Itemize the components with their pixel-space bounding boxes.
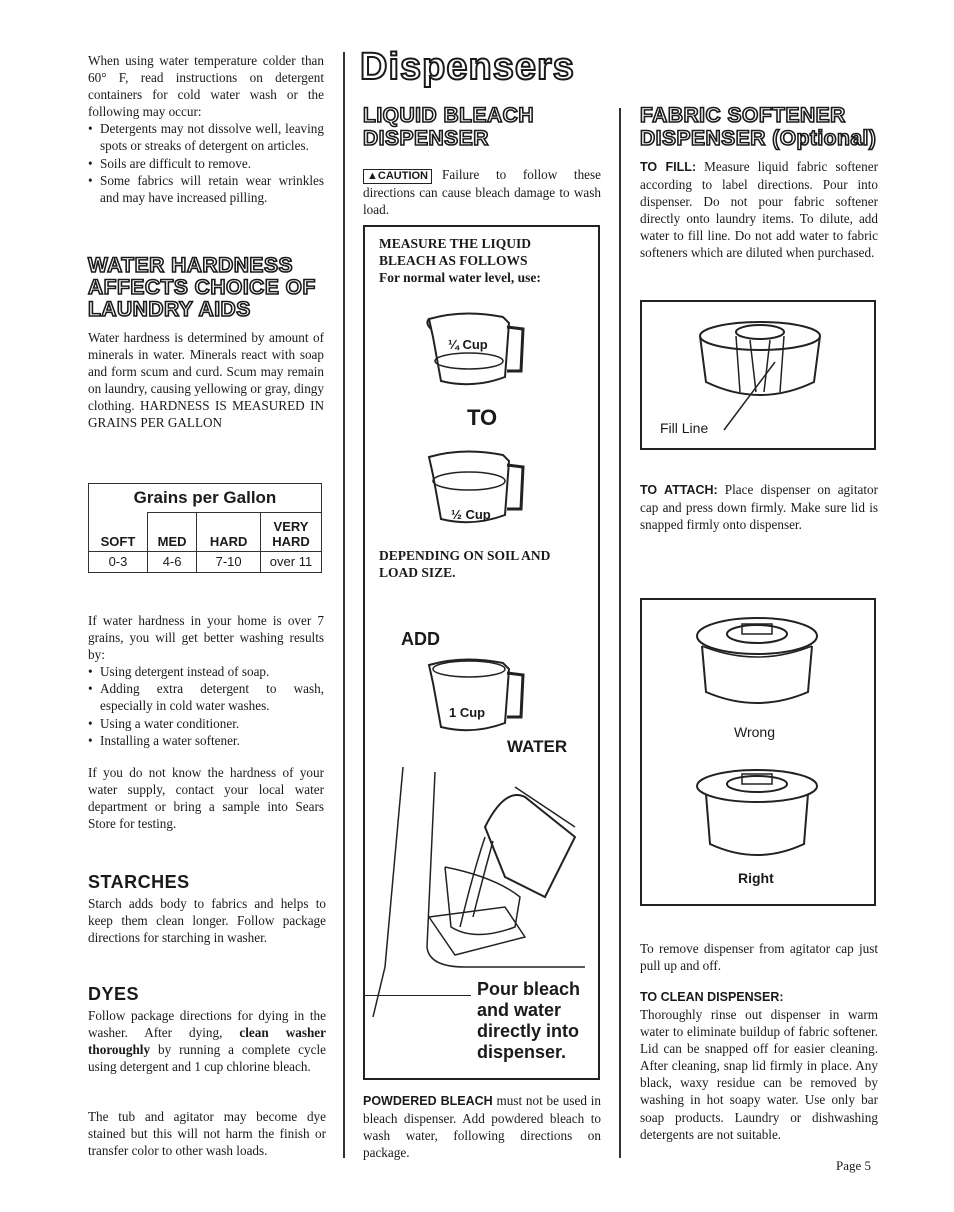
right-label: Right	[738, 870, 774, 886]
liquid-bleach-heading	[363, 104, 534, 150]
heading-line: BLEACH AS FOLLOWS	[379, 253, 528, 268]
caution-block	[363, 166, 601, 218]
hardness-unknown-text: If you do not know the hardness of your water supply, contact your local water department or bring a sample into Sears Store for testing.	[88, 765, 324, 832]
table-header: HARD	[197, 513, 261, 552]
wrong-label: Wrong	[734, 724, 775, 740]
cup-quarter-label: ¼ Cup	[448, 337, 488, 352]
heading-line: MEASURE THE LIQUID	[379, 236, 532, 251]
fill-line-figure	[640, 300, 876, 450]
list-item: • Detergents may not dissolve well, leaving spots or streaks of detergent on articles.	[88, 120, 324, 154]
list-item: • Installing a water softener.	[88, 732, 324, 749]
powdered-bleach-text	[363, 1092, 601, 1161]
table-cell: 7-10	[197, 551, 261, 572]
clean-dispenser-heading: TO CLEAN DISPENSER:	[640, 990, 784, 1004]
pour-line: directly into	[477, 1021, 580, 1041]
to-attach-text	[640, 481, 878, 533]
to-fill-text	[640, 158, 878, 262]
heading-line: For normal water level, use:	[379, 270, 541, 285]
intro-bullet-list	[88, 120, 324, 205]
table-header: MED	[147, 513, 196, 552]
table-header: VERY HARD	[261, 513, 322, 552]
hardness-tips	[88, 612, 324, 749]
table-title: Grains per Gallon	[89, 484, 322, 513]
dyes-text-bold: clean washer thoroughly	[88, 1025, 326, 1058]
heading-line: LIQUID BLEACH	[363, 104, 534, 127]
attach-figure	[640, 598, 876, 906]
heading-line: DISPENSER	[363, 127, 489, 150]
dispenser-wrong-icon	[692, 612, 822, 722]
dyes-text	[88, 1007, 326, 1075]
measure-heading	[379, 235, 541, 286]
hardness-intro: If water hardness in your home is over 7 grains, you will get better washing results by:	[88, 613, 324, 663]
to-fill-body: Measure liquid fabric softener according to label directions. Pour into dispenser. Do not pour fabric softener directly onto laundry items. To dilute, add water to fill line. Do not add water to fabric softeners which are diluted when purchased.	[640, 159, 878, 261]
to-attach-body: Place dispenser on agitator cap and press down firmly. Make sure lid is snapped firmly onto dispenser.	[640, 482, 878, 533]
softener-dispenser-icon	[690, 312, 830, 432]
warning-triangle-icon: ▲	[367, 170, 378, 182]
caution-text: Failure to follow these directions can cause bleach damage to wash load.	[363, 167, 601, 218]
caution-badge	[363, 169, 432, 184]
pour-line: Pour bleach	[477, 979, 581, 999]
heading-line: DISPENSER (Optional)	[640, 127, 877, 150]
to-label: TO	[467, 405, 498, 430]
dispenser-right-icon	[692, 760, 822, 870]
to-attach-label: TO ATTACH:	[640, 483, 718, 497]
powdered-bleach-label: POWDERED BLEACH	[363, 1094, 493, 1108]
cup-one-label: 1 Cup	[449, 705, 486, 720]
list-item: • Using a water conditioner.	[88, 715, 324, 732]
heading-line: FABRIC SOFTENER	[640, 104, 846, 127]
pour-instructions	[477, 979, 580, 1063]
caution-label: CAUTION	[377, 170, 428, 182]
dyes-text-2: The tub and agitator may become dye stained but this will not harm the finish or transfer color to other wash loads.	[88, 1109, 326, 1159]
cold-water-intro	[88, 52, 324, 206]
pour-line: dispenser.	[477, 1042, 567, 1062]
dyes-text-part: by running a complete cycle using detergent and 1 cup chlorine bleach.	[88, 1042, 326, 1075]
water-hardness-text: Water hardness is determined by amount of minerals in water. Minerals react with soap and form scum and curd. Scum may remain on laundry, causing yellowing or gray, dingy clothing. HARDNESS IS MEASURED IN GRAINS PER GALLON	[88, 330, 324, 431]
dyes-text-part: Follow package directions for dying in the washer. After dying,	[88, 1008, 326, 1041]
intro-text: When using water temperature colder than 60° F, read instructions on detergent containers for cold water wash or the following may occur:	[88, 53, 324, 120]
table-header: SOFT	[89, 513, 148, 552]
column-divider	[343, 52, 345, 1158]
page-title: Dispensers	[360, 46, 575, 88]
fabric-softener-heading	[640, 104, 876, 150]
cup-half-label: ½ Cup	[451, 507, 491, 522]
starches-text: Starch adds body to fabrics and helps to keep them clean longer. Follow package directions for starching in washer.	[88, 896, 326, 946]
hardness-bullet-list	[88, 663, 324, 748]
column-divider	[619, 108, 621, 1158]
clean-dispenser-text: Thoroughly rinse out dispenser in warm water to eliminate buildup of fabric softener. Lid can be snapped off for easier cleaning. After cleaning, snap lid firmly in place. Any black, waxy residue can be removed by washing in hot soapy water. Use only bar soap products. Laundry or dishwashing detergents are not suitable.	[640, 1007, 878, 1142]
water-hardness-heading: WATER HARDNESS AFFECTS CHOICE OF LAUNDRY AIDS	[88, 254, 316, 321]
bleach-instructions-box	[363, 225, 600, 1080]
page-number: Page 5	[836, 1158, 872, 1173]
depending-text: DEPENDING ON SOIL AND LOAD SIZE.	[379, 548, 551, 580]
pour-line: and water	[477, 1000, 562, 1020]
list-item: • Soils are difficult to remove.	[88, 155, 324, 172]
table-cell: 4-6	[147, 551, 196, 572]
list-item: • Using detergent instead of soap.	[88, 663, 324, 680]
table-cell: 0-3	[89, 551, 148, 572]
fill-line-label: Fill Line	[660, 420, 709, 436]
hardness-table	[88, 483, 322, 573]
list-item: • Some fabrics will retain wear wrinkles and may have increased pilling.	[88, 172, 324, 206]
table-cell: over 11	[261, 551, 322, 572]
to-fill-label: TO FILL:	[640, 160, 696, 174]
measuring-cup-one-icon	[423, 655, 533, 737]
water-label: WATER	[507, 737, 568, 756]
powdered-bleach-body: must not be used in bleach dispenser. Add powdered bleach to wash water, following directions on package.	[363, 1093, 601, 1161]
dyes-heading: DYES	[88, 984, 140, 1004]
add-label: ADD	[401, 629, 440, 649]
starches-heading: STARCHES	[88, 872, 190, 892]
pour-callout-line	[365, 995, 471, 996]
remove-text: To remove dispenser from agitator cap just pull up and off.	[640, 941, 878, 974]
list-item: • Adding extra detergent to wash, especially in cold water washes.	[88, 680, 324, 714]
